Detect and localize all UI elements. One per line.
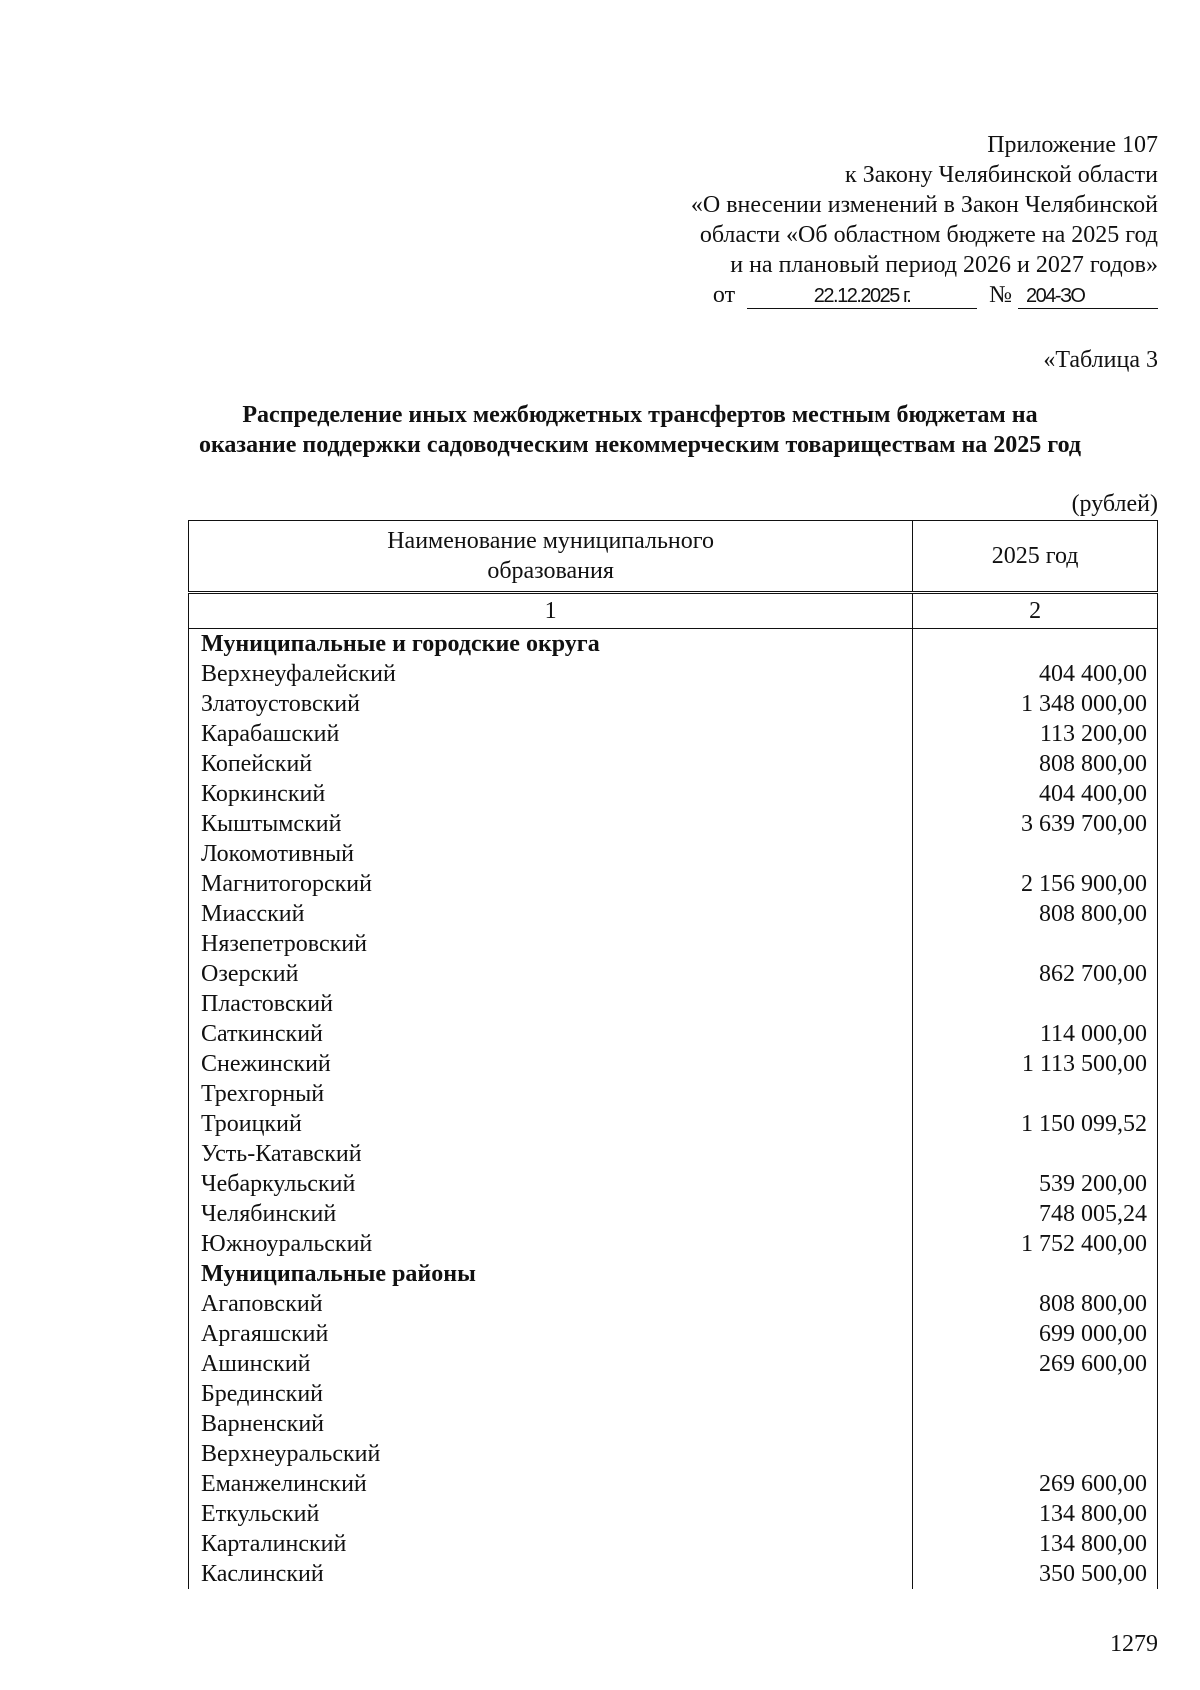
table-row <box>189 1499 1158 1529</box>
amount-value: 1 752 400,00 <box>913 1229 1158 1259</box>
amount-value: 808 800,00 <box>913 899 1158 929</box>
amount-value <box>913 929 1158 959</box>
number-field: 204-ЗО <box>1018 284 1158 309</box>
table-row <box>189 1349 1158 1379</box>
appendix-line: к Закону Челябинской области <box>845 162 1158 188</box>
group-heading: Муниципальные районы <box>189 1259 913 1289</box>
table-body <box>189 629 1158 1590</box>
municipality-name: Магнитогорский <box>189 869 913 899</box>
amount-value: 2 156 900,00 <box>913 869 1158 899</box>
header-line-2: образования <box>487 558 614 584</box>
municipality-name: Нязепетровский <box>189 929 913 959</box>
table-row <box>189 1139 1158 1169</box>
amount-value <box>913 1139 1158 1169</box>
table-row <box>189 809 1158 839</box>
table-row <box>189 1529 1158 1559</box>
municipality-name: Варненский <box>189 1409 913 1439</box>
amount-value <box>913 839 1158 869</box>
municipality-name: Карабашский <box>189 719 913 749</box>
amount-value: 1 348 000,00 <box>913 689 1158 719</box>
transfers-table <box>188 520 1158 1589</box>
amount-value: 404 400,00 <box>913 659 1158 689</box>
table-row <box>189 1439 1158 1469</box>
municipality-name: Еманжелинский <box>189 1469 913 1499</box>
date-number-line <box>691 280 1158 310</box>
table-label: «Таблица 3 <box>1043 347 1158 373</box>
municipality-name: Златоустовский <box>189 689 913 719</box>
amount-value: 269 600,00 <box>913 1469 1158 1499</box>
table-row <box>189 899 1158 929</box>
table-row <box>189 1229 1158 1259</box>
table-row <box>189 1019 1158 1049</box>
table-header-row <box>189 521 1158 593</box>
amount-value <box>913 1079 1158 1109</box>
date-field: 22.12.2025 г. <box>747 284 977 309</box>
appendix-line: Приложение 107 <box>987 132 1158 158</box>
municipality-name: Южноуральский <box>189 1229 913 1259</box>
amount-value: 808 800,00 <box>913 749 1158 779</box>
amount-value <box>913 989 1158 1019</box>
amount-value: 113 200,00 <box>913 719 1158 749</box>
table-row <box>189 1199 1158 1229</box>
appendix-line: «О внесении изменений в Закон Челябинской <box>690 192 1158 218</box>
title-line-2: оказание поддержки садоводческим некоммерческим товариществам на 2025 год <box>198 432 1082 458</box>
amount-value <box>913 1409 1158 1439</box>
group-heading: Муниципальные и городские округа <box>189 629 913 660</box>
amount-value: 134 800,00 <box>913 1529 1158 1559</box>
municipality-name: Коркинский <box>189 779 913 809</box>
municipality-name: Пластовский <box>189 989 913 1019</box>
municipality-name: Челябинский <box>189 1199 913 1229</box>
number-sign: № <box>989 282 1012 308</box>
amount-value: 699 000,00 <box>913 1319 1158 1349</box>
municipality-name: Озерский <box>189 959 913 989</box>
amount-value: 1 113 500,00 <box>913 1049 1158 1079</box>
amount-value: 748 005,24 <box>913 1199 1158 1229</box>
municipality-name: Карталинский <box>189 1529 913 1559</box>
municipality-name: Брединский <box>189 1379 913 1409</box>
table-row <box>189 1049 1158 1079</box>
units-label: (рублей) <box>1071 491 1158 517</box>
municipality-name: Снежинский <box>189 1049 913 1079</box>
date-prefix: от <box>712 282 736 308</box>
column-header-municipality <box>189 521 913 593</box>
amount-value: 350 500,00 <box>913 1559 1158 1589</box>
amount-value: 539 200,00 <box>913 1169 1158 1199</box>
table-row <box>189 839 1158 869</box>
column-header-year: 2025 год <box>913 521 1158 593</box>
municipality-name: Агаповский <box>189 1289 913 1319</box>
municipality-name: Миасский <box>189 899 913 929</box>
table-row <box>189 1109 1158 1139</box>
table-row <box>189 959 1158 989</box>
municipality-name: Усть-Катавский <box>189 1139 913 1169</box>
table-row <box>189 659 1158 689</box>
table-index-row <box>189 593 1158 629</box>
municipality-name: Троицкий <box>189 1109 913 1139</box>
table-row <box>189 1169 1158 1199</box>
municipality-name: Верхнеуфалейский <box>189 659 913 689</box>
municipality-name: Чебаркульский <box>189 1169 913 1199</box>
amount-value: 114 000,00 <box>913 1019 1158 1049</box>
table-group-row <box>189 1259 1158 1289</box>
appendix-header <box>691 130 1158 310</box>
amount-value <box>913 1259 1158 1289</box>
table-row <box>189 719 1158 749</box>
amount-value: 134 800,00 <box>913 1499 1158 1529</box>
column-index-2: 2 <box>913 593 1158 629</box>
municipality-name: Трехгорный <box>189 1079 913 1109</box>
amount-value <box>913 1379 1158 1409</box>
table-row <box>189 689 1158 719</box>
title-line-1: Распределение иных межбюджетных трансфертов местным бюджетам на <box>242 402 1038 428</box>
table-group-row <box>189 629 1158 660</box>
municipality-name: Кыштымский <box>189 809 913 839</box>
municipality-name: Аргаяшский <box>189 1319 913 1349</box>
header-line-1: Наименование муниципального <box>387 528 715 554</box>
municipality-name: Саткинский <box>189 1019 913 1049</box>
document-title <box>120 400 1160 460</box>
table-row <box>189 1319 1158 1349</box>
column-index-1: 1 <box>189 593 913 629</box>
table-row <box>189 989 1158 1019</box>
amount-value <box>913 1439 1158 1469</box>
municipality-name: Копейский <box>189 749 913 779</box>
table-row <box>189 1079 1158 1109</box>
appendix-line: области «Об областном бюджете на 2025 год <box>699 222 1158 248</box>
amount-value: 3 639 700,00 <box>913 809 1158 839</box>
table-row <box>189 779 1158 809</box>
table-row <box>189 1469 1158 1499</box>
table-row <box>189 869 1158 899</box>
municipality-name: Каслинский <box>189 1559 913 1589</box>
municipality-name: Верхнеуральский <box>189 1439 913 1469</box>
table-row <box>189 1289 1158 1319</box>
appendix-line: и на плановый период 2026 и 2027 годов» <box>730 252 1158 278</box>
municipality-name: Локомотивный <box>189 839 913 869</box>
table-row <box>189 1559 1158 1589</box>
table-row <box>189 1379 1158 1409</box>
amount-value <box>913 629 1158 660</box>
table-row <box>189 749 1158 779</box>
table-row <box>189 929 1158 959</box>
municipality-name: Ашинский <box>189 1349 913 1379</box>
amount-value: 269 600,00 <box>913 1349 1158 1379</box>
amount-value: 862 700,00 <box>913 959 1158 989</box>
amount-value: 1 150 099,52 <box>913 1109 1158 1139</box>
municipality-name: Еткульский <box>189 1499 913 1529</box>
page-number: 1279 <box>1110 1631 1158 1657</box>
amount-value: 808 800,00 <box>913 1289 1158 1319</box>
amount-value: 404 400,00 <box>913 779 1158 809</box>
table-row <box>189 1409 1158 1439</box>
